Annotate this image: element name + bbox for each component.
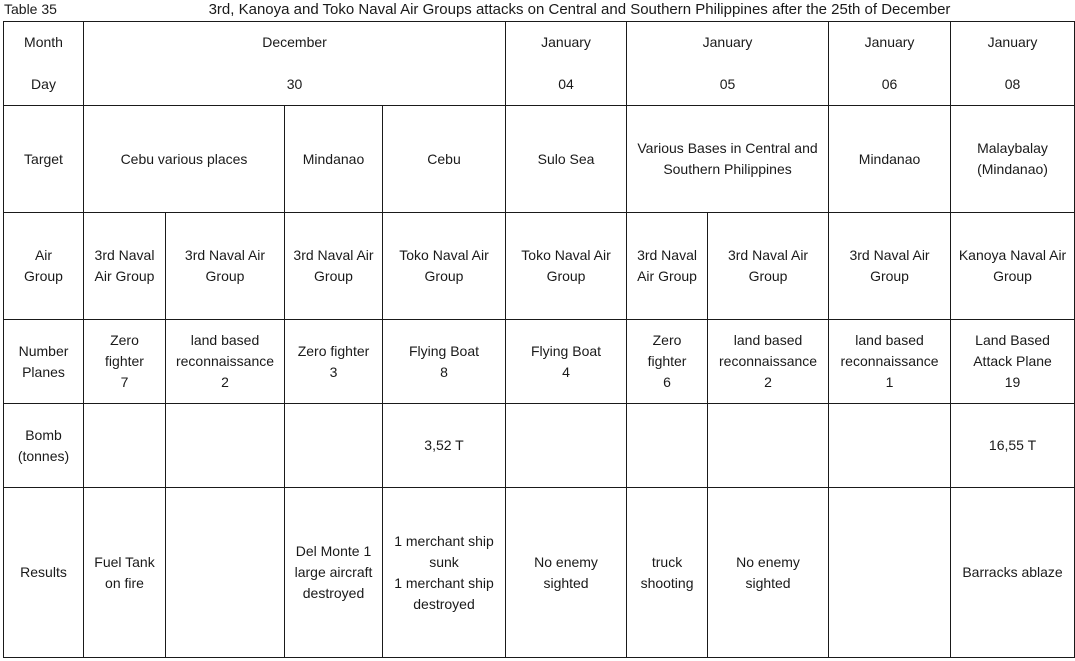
air-group-cell: 3rd Naval Air Group (829, 213, 951, 320)
bomb-cell: 16,55 T (951, 404, 1075, 488)
target-cell: Various Bases in Central and Southern Philippines (627, 106, 829, 213)
results-cell (829, 488, 951, 658)
air-group-cell: 3rd Naval Air Group (166, 213, 285, 320)
month-cell: January (829, 22, 951, 64)
bomb-row (4, 404, 1075, 488)
air-group-cell: 3rd Naval Air Group (708, 213, 829, 320)
bomb-cell (166, 404, 285, 488)
results-cell: Barracks ablaze (951, 488, 1075, 658)
bomb-cell: 3,52 T (383, 404, 506, 488)
results-cell: 1 merchant ship sunk 1 merchant ship destroyed (383, 488, 506, 658)
planes-cell: land based reconnaissance 2 (708, 320, 829, 404)
table-header (0, 0, 1075, 20)
day-row (4, 64, 1075, 106)
month-label: Month (4, 22, 84, 64)
month-cell: January (627, 22, 829, 64)
air-group-cell: Toko Naval Air Group (506, 213, 627, 320)
results-row (4, 488, 1075, 658)
month-cell: January (951, 22, 1075, 64)
number-planes-label: Number Planes (4, 320, 84, 404)
bomb-cell (506, 404, 627, 488)
target-cell: Sulo Sea (506, 106, 627, 213)
bomb-cell (84, 404, 166, 488)
day-cell: 04 (506, 64, 627, 106)
target-label: Target (4, 106, 84, 213)
air-group-cell: Kanoya Naval Air Group (951, 213, 1075, 320)
target-cell: Malaybalay (Mindanao) (951, 106, 1075, 213)
bomb-label: Bomb (tonnes) (4, 404, 84, 488)
results-cell (166, 488, 285, 658)
air-group-cell: Toko Naval Air Group (383, 213, 506, 320)
results-cell: truck shooting (627, 488, 708, 658)
day-cell: 05 (627, 64, 829, 106)
month-cell: December (84, 22, 506, 64)
bomb-cell (285, 404, 383, 488)
planes-cell: Flying Boat 8 (383, 320, 506, 404)
air-group-cell: 3rd Naval Air Group (84, 213, 166, 320)
month-cell: January (506, 22, 627, 64)
attacks-table (3, 21, 1075, 658)
target-cell: Mindanao (829, 106, 951, 213)
planes-cell: land based reconnaissance 1 (829, 320, 951, 404)
bomb-cell (708, 404, 829, 488)
target-cell: Mindanao (285, 106, 383, 213)
target-row (4, 106, 1075, 213)
target-cell: Cebu (383, 106, 506, 213)
bomb-cell (829, 404, 951, 488)
planes-cell: Flying Boat 4 (506, 320, 627, 404)
results-cell: Del Monte 1 large aircraft destroyed (285, 488, 383, 658)
bomb-cell (627, 404, 708, 488)
day-cell: 06 (829, 64, 951, 106)
results-cell: Fuel Tank on fire (84, 488, 166, 658)
table-title: 3rd, Kanoya and Toko Naval Air Groups attacks on Central and Southern Philippines after the 25th of December (208, 1, 951, 18)
table-number: Table 35 (4, 1, 57, 17)
planes-cell: Land Based Attack Plane 19 (951, 320, 1075, 404)
results-cell: No enemy sighted (708, 488, 829, 658)
air-group-cell: 3rd Naval Air Group (285, 213, 383, 320)
planes-cell: Zero fighter 7 (84, 320, 166, 404)
day-cell: 08 (951, 64, 1075, 106)
day-cell: 30 (84, 64, 506, 106)
month-row (4, 22, 1075, 64)
target-cell: Cebu various places (84, 106, 285, 213)
air-group-cell: 3rd Naval Air Group (627, 213, 708, 320)
results-cell: No enemy sighted (506, 488, 627, 658)
air-group-row (4, 213, 1075, 320)
planes-cell: Zero fighter 6 (627, 320, 708, 404)
number-planes-row (4, 320, 1075, 404)
day-label: Day (4, 64, 84, 106)
planes-cell: Zero fighter 3 (285, 320, 383, 404)
air-group-label: Air Group (4, 213, 84, 320)
results-label: Results (4, 488, 84, 658)
planes-cell: land based reconnaissance 2 (166, 320, 285, 404)
